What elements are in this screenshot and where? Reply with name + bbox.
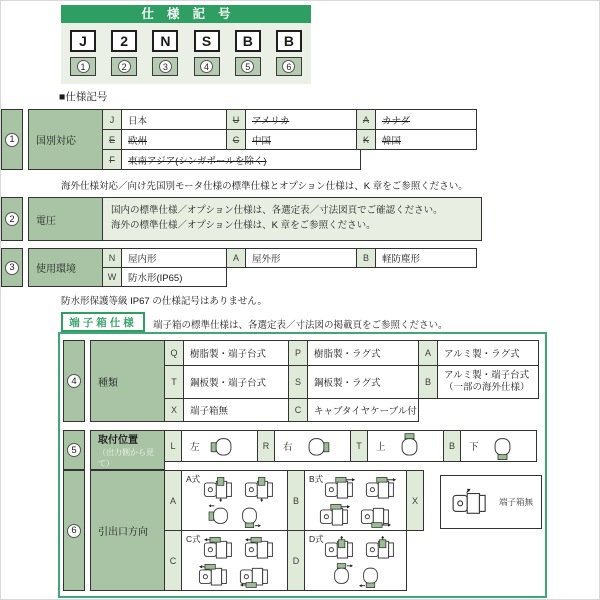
code-cell: N — [102, 248, 122, 268]
outlet-style-c-cell — [181, 530, 288, 591]
circled-number: 3 — [5, 261, 19, 275]
code-index-box — [235, 57, 261, 76]
circled-number: 3 — [159, 60, 172, 73]
value-line2: （一部の海外仕様） — [444, 382, 530, 393]
value-cell: 韓国 — [375, 129, 477, 150]
value-cell: キャブタイヤケーブル付 — [307, 398, 419, 422]
row3-environment-table — [1, 248, 477, 287]
motor-end-left-icon — [210, 432, 237, 460]
type-table — [90, 340, 539, 422]
diagram-row — [201, 535, 279, 562]
motor-side-box-top-arrow-down-icon — [201, 475, 238, 502]
motor-side-box-top-arrow-left-icon — [196, 562, 233, 589]
position-bottom-cell — [460, 430, 537, 462]
motor-end-box-top-arrow-right-icon — [329, 562, 354, 588]
section-title: ■仕様記号 — [59, 91, 108, 103]
spec-code-boxes — [61, 23, 311, 84]
value-line1: アルミ製・端子台式 — [444, 370, 530, 382]
style-a-label: A式 — [186, 474, 201, 484]
circled-number: 6 — [282, 60, 295, 73]
environment-footnote: 防水形保護等級 IP67 の仕様記号はありません。 — [61, 296, 267, 307]
circled-number: 4 — [200, 60, 213, 73]
code-cell: S — [288, 365, 308, 399]
motor-end-right-icon — [303, 432, 330, 460]
code-cell: T — [164, 365, 184, 399]
position-table — [90, 430, 537, 470]
motor-end-top-icon — [396, 432, 423, 460]
code-cell: A — [226, 248, 246, 268]
code-cell: X — [164, 398, 184, 422]
motor-end-box-left-arrow-left-icon — [208, 502, 233, 528]
outlet-style-d-cell — [304, 530, 407, 591]
code-index-box — [70, 57, 96, 76]
value-cell: 鋼板製・ラグ式 — [307, 365, 419, 399]
code-cell: B — [443, 430, 461, 462]
motor-side-box-top-arrow-left-icon — [242, 535, 279, 562]
value-cell: 端子箱無 — [183, 398, 289, 422]
position-right-cell — [274, 430, 351, 462]
code-cell: K — [356, 129, 376, 150]
code-cell: C — [164, 530, 182, 591]
circled-number: 4 — [67, 374, 81, 388]
code-cell: C — [288, 398, 308, 422]
position-text: 上 — [376, 442, 386, 453]
row-label-main: 取付位置 — [98, 435, 138, 446]
style-d-label: D式 — [309, 534, 324, 544]
code-cell: F — [102, 149, 122, 170]
motor-side-box-top-arrow-up-icon — [322, 535, 359, 562]
circled-number: 5 — [67, 443, 81, 457]
row-number-cell — [1, 109, 23, 170]
country-footnote: 海外仕様対応／向け先国別モータ仕様の標準仕様とオプション仕様は、K 章をご参照ください。 — [61, 181, 468, 192]
no-terminal-box-cell — [440, 475, 542, 529]
row-label-sub: （出力側から見て） — [98, 448, 154, 468]
code-unit — [70, 30, 96, 76]
row5-position-table — [63, 430, 537, 470]
position-top-cell — [367, 430, 444, 462]
outlet-table — [90, 470, 424, 591]
circled-number: 1 — [5, 133, 19, 147]
value-cell: 中国 — [245, 129, 357, 150]
row-number-cell — [63, 470, 85, 591]
code-cell: Q — [164, 340, 184, 366]
no-terminal-box-text: 端子箱無 — [498, 497, 533, 507]
country-table — [28, 109, 477, 170]
code-cell: A — [418, 340, 438, 366]
motor-side-box-top-arrow-left-icon — [201, 535, 238, 562]
value-cell: 軽防塵形 — [375, 248, 477, 268]
code-unit — [152, 30, 178, 76]
code-cell: B — [356, 248, 376, 268]
terminal-box-section-note: 端子箱の標準仕様は、各選定表／寸法図の掲載頁をご参照ください。 — [153, 320, 448, 331]
outlet-style-a-cell — [181, 470, 288, 531]
code-cell: X — [406, 470, 424, 531]
motor-side-plain-icon — [449, 486, 493, 518]
voltage-note-line2: 海外の標準仕様／オプション仕様は、K 章をご参照ください。 — [111, 220, 376, 231]
code-unit — [111, 30, 137, 76]
code-unit — [194, 30, 220, 76]
row-label: 電圧 — [28, 197, 103, 241]
code-letter: B — [276, 30, 302, 52]
row-label — [90, 430, 165, 470]
voltage-note-line1: 国内の標準仕様／オプション仕様は、各選定表／寸法図頁でご確認ください。 — [111, 205, 443, 217]
code-cell: T — [350, 430, 368, 462]
row-number-cell — [63, 340, 85, 422]
code-cell: A — [164, 470, 182, 531]
motor-end-box-bottom-arrow-left-icon — [358, 562, 383, 588]
motor-side-box-top-arrow-right-icon — [317, 502, 354, 529]
motor-side-box-top-arrow-down-icon — [242, 475, 279, 502]
code-cell: P — [288, 340, 308, 366]
outlet-style-b-cell — [304, 470, 407, 531]
value-cell: 防水形(IP65) — [121, 267, 227, 287]
position-text: 右 — [283, 442, 293, 453]
row-number-cell — [1, 248, 23, 287]
value-cell — [437, 365, 539, 399]
diagram-row — [322, 475, 400, 502]
motor-side-box-top-arrow-up-icon — [363, 535, 400, 562]
value-cell: 東南アジア(シンガポールを除く) — [121, 149, 361, 170]
circled-number: 2 — [5, 212, 19, 226]
value-cell: 樹脂製・端子台式 — [183, 340, 289, 366]
code-cell: C — [226, 129, 246, 150]
motor-side-box-bottom-arrow-right-icon — [358, 502, 395, 529]
style-c-label: C式 — [186, 534, 201, 544]
row-label: 引出口方向 — [90, 470, 165, 591]
value-cell: 鋼板製・端子台式 — [183, 365, 289, 399]
code-cell: B — [287, 470, 305, 531]
code-cell: E — [102, 129, 122, 150]
value-cell: 樹脂製・ラグ式 — [307, 340, 419, 366]
diagram-row — [208, 502, 262, 528]
position-text: 下 — [469, 442, 479, 453]
value-cell: カナダ — [375, 109, 477, 130]
code-cell: L — [164, 430, 182, 462]
diagram-row — [322, 535, 400, 562]
code-letter: N — [152, 30, 178, 52]
row-label: 種類 — [90, 340, 165, 422]
terminal-box-container — [58, 332, 547, 598]
code-cell: B — [418, 365, 438, 399]
position-left-cell — [181, 430, 258, 462]
row6-outlet-table — [63, 470, 424, 591]
code-letter: J — [70, 30, 96, 52]
diagram-row — [201, 475, 279, 502]
code-cell: J — [102, 109, 122, 130]
code-cell: U — [226, 109, 246, 130]
code-cell: W — [102, 267, 122, 287]
code-cell: D — [287, 530, 305, 591]
row-label: 使用環境 — [28, 248, 103, 287]
value-cell: 屋外形 — [245, 248, 357, 268]
row1-country-table — [1, 109, 477, 170]
code-unit — [276, 30, 302, 76]
circled-number: 2 — [118, 60, 131, 73]
code-index-box — [111, 57, 137, 76]
circled-number: 5 — [241, 60, 254, 73]
spec-code-header — [61, 5, 311, 84]
voltage-table — [28, 197, 482, 241]
style-b-label: B式 — [309, 474, 324, 484]
code-index-box — [276, 57, 302, 76]
code-index-box — [194, 57, 220, 76]
row2-voltage-table — [1, 197, 482, 241]
diagram-row — [317, 502, 395, 529]
value-cell: 日本 — [121, 109, 227, 130]
circled-number: 1 — [77, 60, 90, 73]
value-cell: 欧州 — [121, 129, 227, 150]
voltage-note-cell — [102, 197, 482, 241]
code-cell: R — [257, 430, 275, 462]
value-cell: 屋内形 — [121, 248, 227, 268]
motor-end-box-bottom-arrow-right-icon — [237, 502, 262, 528]
value-cell: アメリカ — [245, 109, 357, 130]
spec-code-title: 仕様記号 — [61, 5, 311, 23]
row-number-cell — [1, 197, 23, 241]
row-label: 国別対応 — [28, 109, 103, 170]
row-number-cell — [63, 430, 85, 470]
terminal-box-section-label: 端子箱仕様 — [61, 312, 145, 332]
code-letter: S — [194, 30, 220, 52]
circled-number: 6 — [67, 524, 81, 538]
code-cell: A — [356, 109, 376, 130]
row4-type-table — [63, 340, 539, 422]
environment-table — [28, 248, 477, 287]
motor-side-box-top-arrow-right-icon — [363, 475, 400, 502]
position-text: 左 — [190, 442, 200, 453]
value-cell: アルミ製・ラグ式 — [437, 340, 539, 366]
diagram-row — [329, 562, 383, 588]
diagram-row — [196, 562, 274, 589]
code-unit — [235, 30, 261, 76]
code-letter: 2 — [111, 30, 137, 52]
code-index-box — [152, 57, 178, 76]
motor-end-bottom-icon — [489, 432, 516, 460]
motor-side-box-bottom-arrow-left-icon — [237, 562, 274, 589]
motor-side-box-top-arrow-right-icon — [322, 475, 359, 502]
code-letter: B — [235, 30, 261, 52]
